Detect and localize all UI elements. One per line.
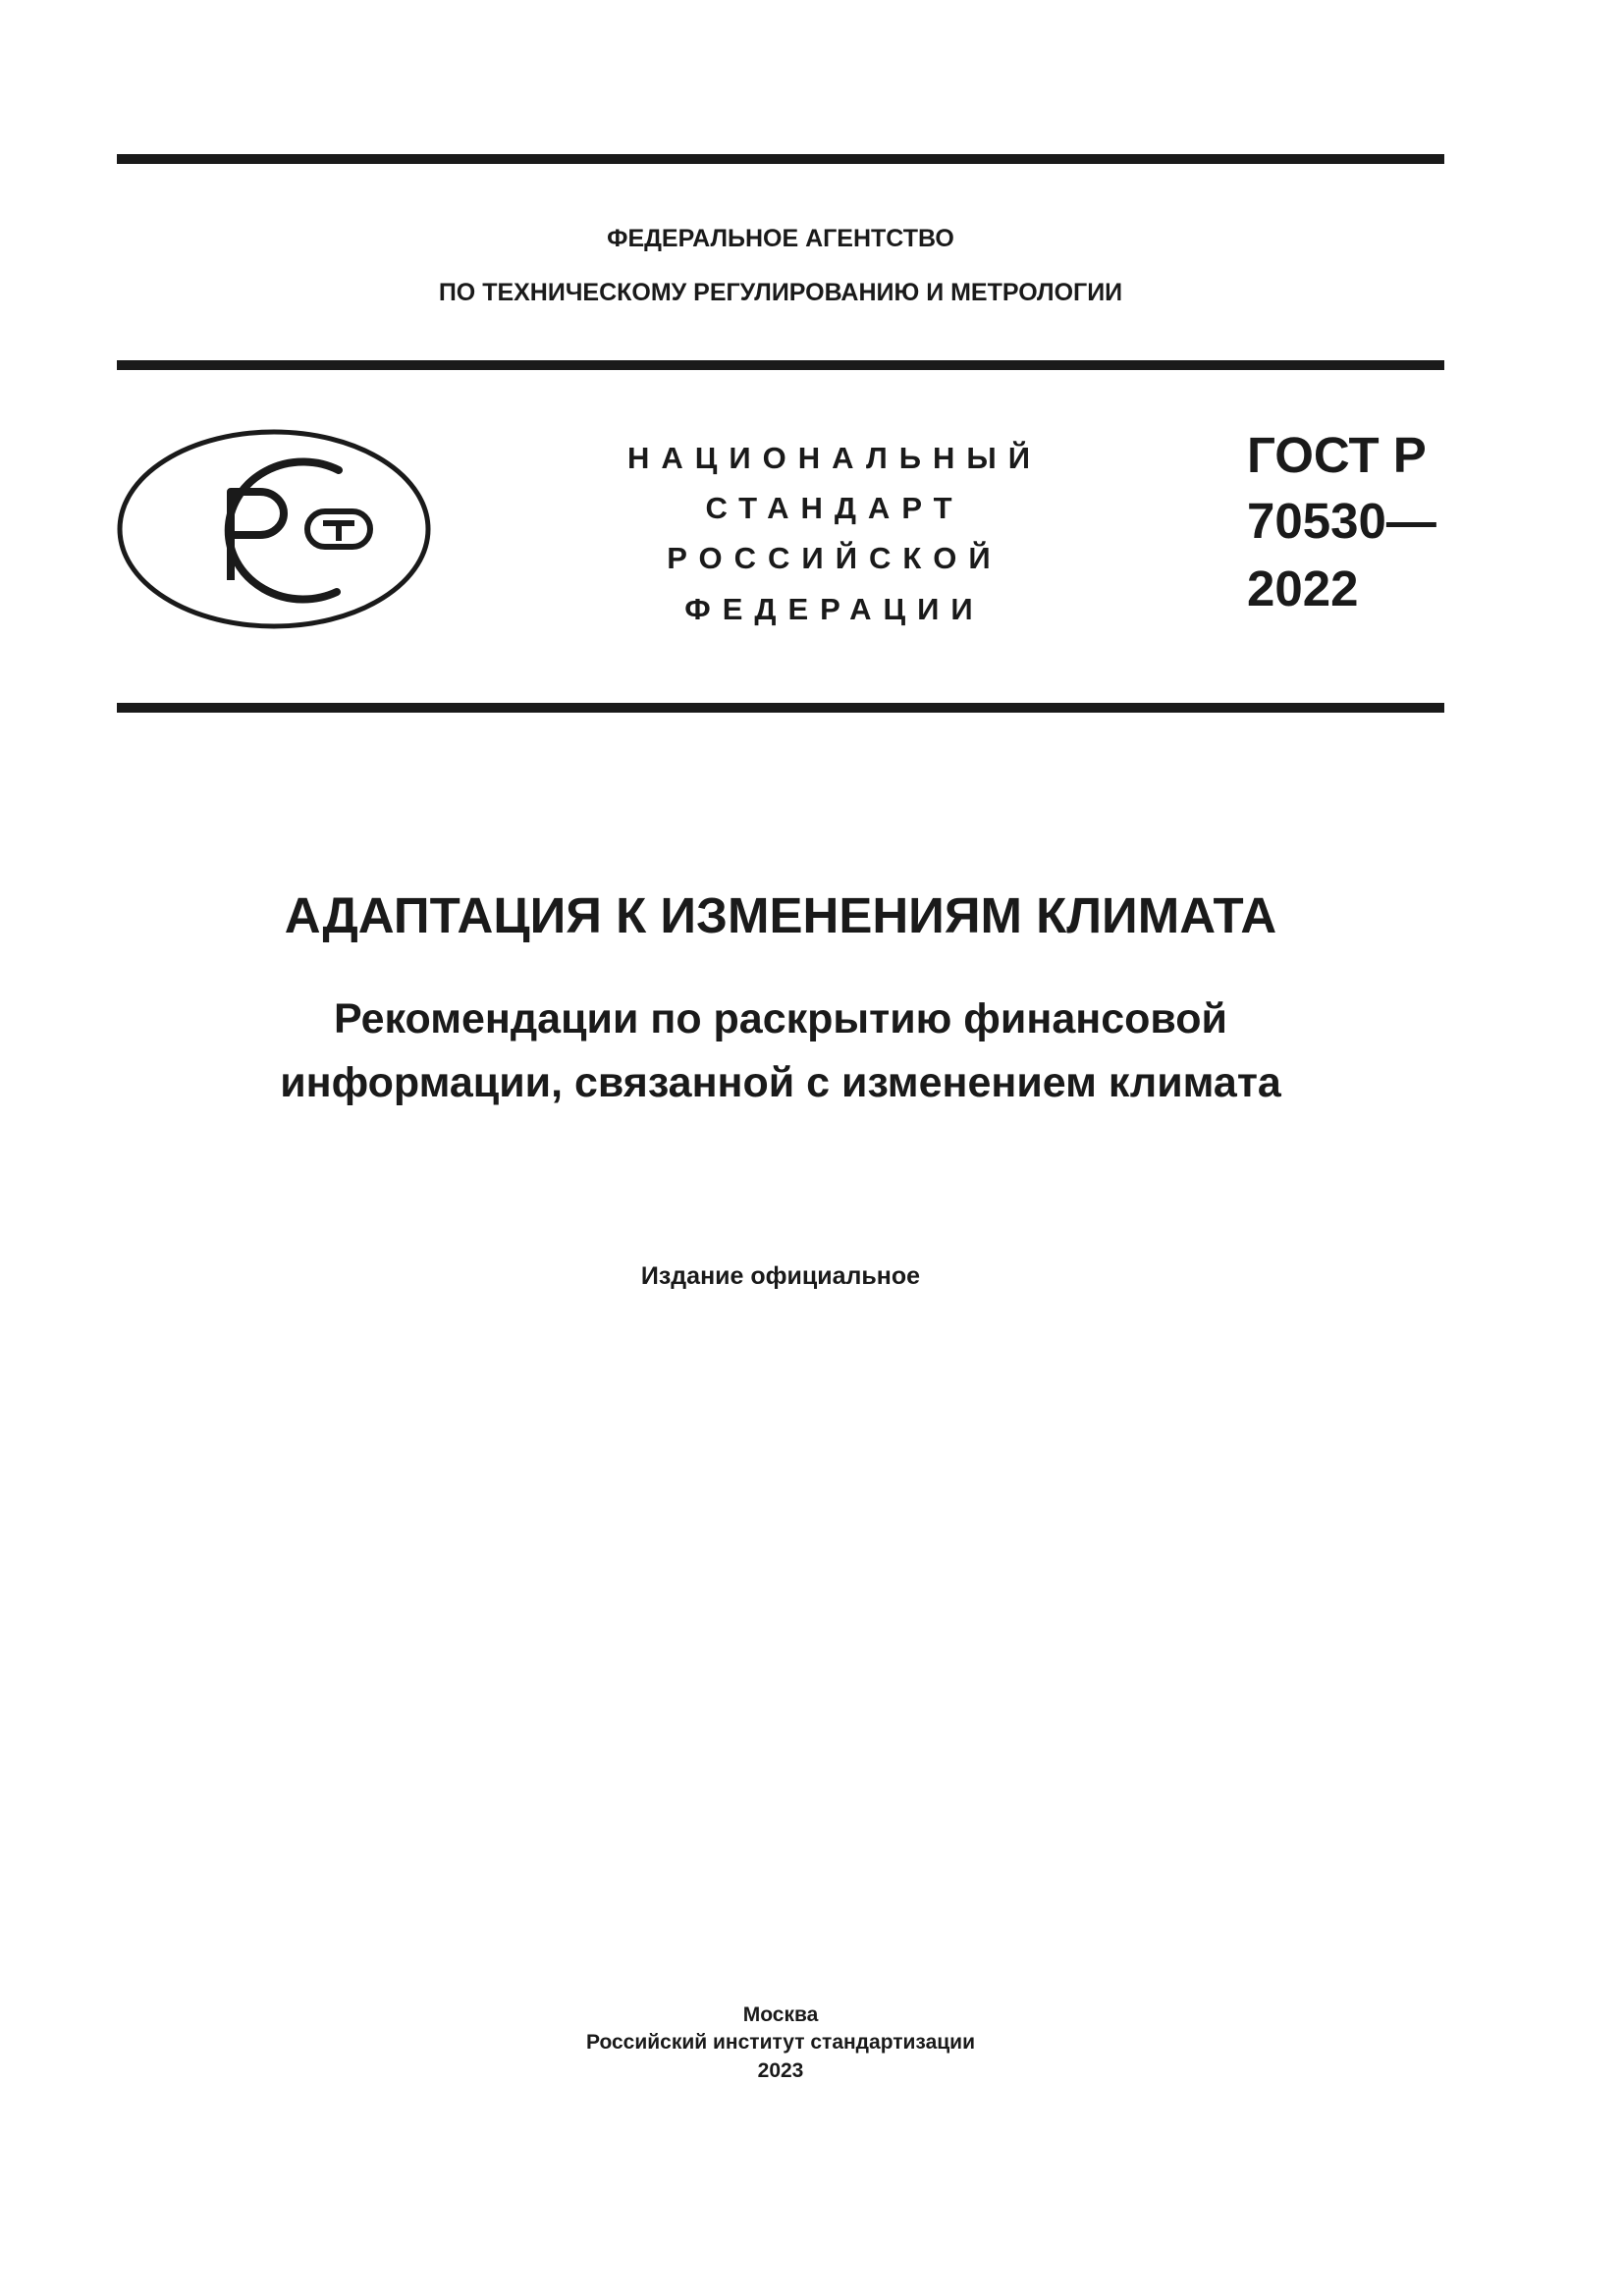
rst-mark-icon	[115, 427, 433, 631]
standard-type-line-1: НАЦИОНАЛЬНЫЙ	[626, 441, 1043, 475]
edition-label: Издание официальное	[640, 1262, 921, 1290]
standard-type-line-3: РОССИЙСКОЙ	[667, 541, 1002, 575]
standard-type-line-2: СТАНДАРТ	[705, 491, 964, 525]
imprint-year: 2023	[757, 2059, 804, 2082]
imprint-publisher: Российский институт стандартизации	[585, 2031, 976, 2054]
imprint-city: Москва	[742, 2003, 819, 2026]
document-title: АДАПТАЦИЯ К ИЗМЕНЕНИЯМ КЛИМАТА	[284, 887, 1277, 943]
designation-line-3: 2022	[1247, 561, 1359, 616]
agency-name-line-1: ФЕДЕРАЛЬНОЕ АГЕНТСТВО	[607, 225, 954, 252]
header-rule	[117, 360, 1444, 370]
document-subtitle-line-1: Рекомендации по раскрытию финансовой	[334, 995, 1227, 1042]
standard-type-line-4: ФЕДЕРАЦИИ	[684, 592, 985, 626]
document-subtitle-line-2: информации, связанной с изменением климата	[280, 1059, 1281, 1106]
designation-line-1: ГОСТ Р	[1247, 427, 1427, 483]
agency-name-line-2: ПО ТЕХНИЧЕСКОМУ РЕГУЛИРОВАНИЮ И МЕТРОЛОГИИ	[438, 279, 1123, 306]
header-bottom-rule	[117, 703, 1444, 713]
top-rule	[117, 154, 1444, 164]
designation-line-2: 70530—	[1247, 493, 1436, 549]
